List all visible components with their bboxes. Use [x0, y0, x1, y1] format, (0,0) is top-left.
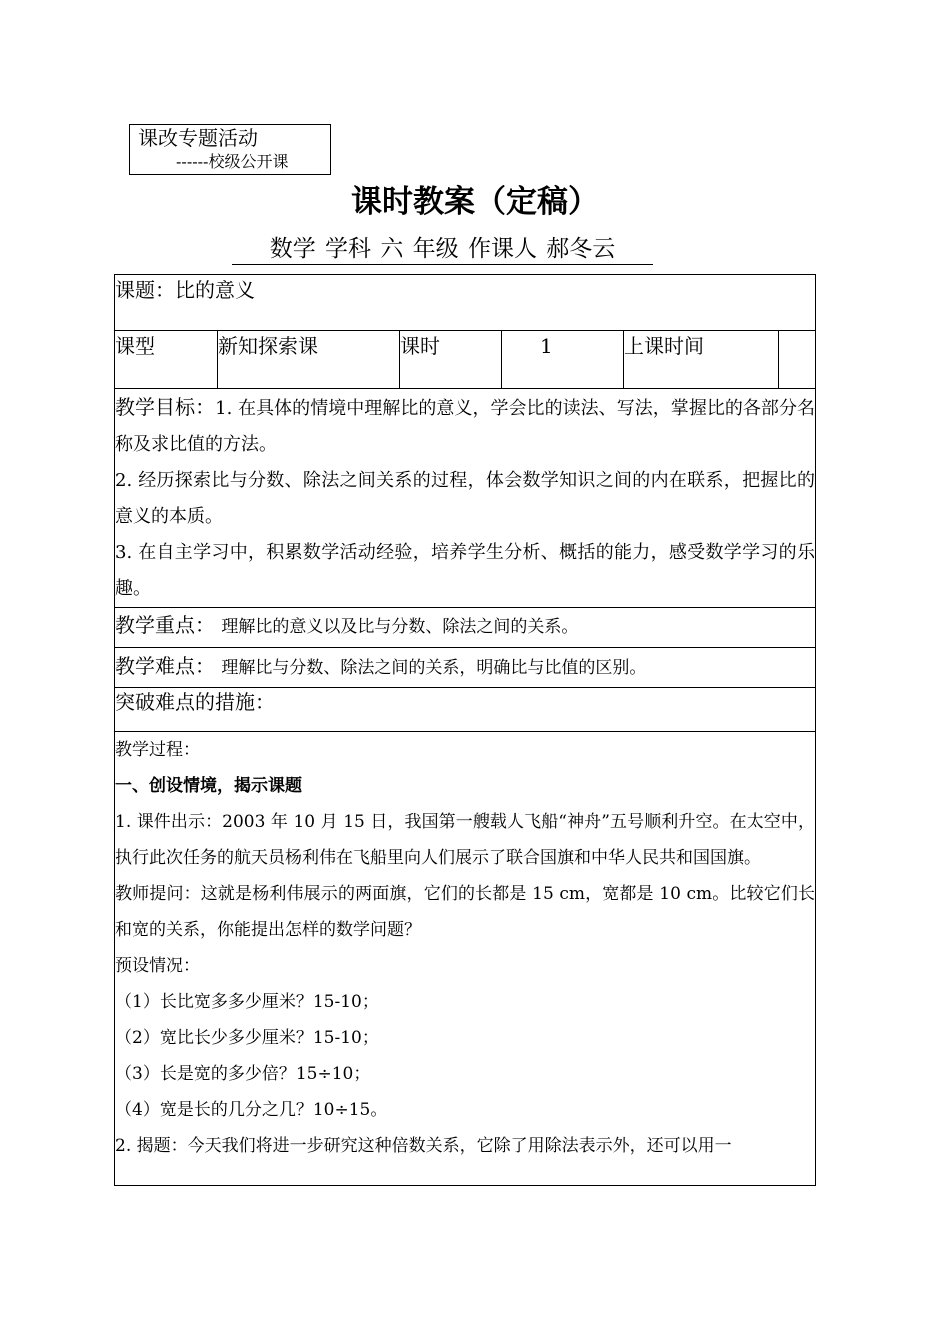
type-value: 新知探索课	[218, 331, 400, 389]
key-point-row	[115, 608, 816, 648]
topic-row	[115, 275, 816, 331]
topic-label: 课题：比的意义	[115, 278, 255, 302]
goals-row	[115, 389, 816, 608]
goal-3: 3. 在自主学习中，积累数学活动经验，培养学生分析、概括的能力，感受数学学习的乐趣。	[115, 542, 815, 599]
question-2: （2）宽比长少多少厘米？15-10；	[115, 1028, 379, 1048]
time-value	[779, 331, 816, 389]
period-value: 1	[502, 331, 624, 389]
question-3: （3）长是宽的多少倍？15÷10；	[115, 1064, 371, 1084]
activity-stamp-box	[129, 124, 331, 175]
measures-row	[115, 688, 816, 732]
key-point-cell	[115, 608, 816, 648]
document-subtitle: 数学 学科 六 年级 作课人 郝冬云	[232, 234, 653, 265]
difficulty-cell	[115, 648, 816, 688]
goals-label: 教学目标：	[115, 395, 216, 419]
period-label: 课时	[400, 331, 502, 389]
stamp-line-2: ------校级公开课	[176, 152, 289, 171]
key-point-label: 教学重点：	[115, 613, 215, 637]
measures-label: 突破难点的措施：	[115, 690, 275, 714]
time-label: 上课时间	[624, 331, 779, 389]
section-1-heading: 一、创设情境，揭示课题	[115, 776, 302, 796]
topic-cell	[115, 275, 816, 331]
goal-1: 1. 在具体的情境中理解比的意义，学会比的读法、写法，掌握比的各部分名称及求比值的方法。	[115, 398, 815, 455]
question-1: （1）长比宽多多少厘米？15-10；	[115, 992, 379, 1012]
key-point-text: 理解比的意义以及比与分数、除法之间的关系。	[221, 617, 579, 637]
process-paragraph-1: 1. 课件出示：2003 年 10 月 15 日，我国第一艘载人飞船“神舟”五号顺利升空。在太空中，执行此次任务的航天员杨利伟在飞船里向人们展示了联合国旗和中华人民共和国国旗。	[115, 812, 815, 868]
lesson-plan-table	[114, 274, 816, 1186]
difficulty-text: 理解比与分数、除法之间的关系，明确比与比值的区别。	[221, 658, 647, 678]
lesson-info-row	[115, 331, 816, 389]
type-label: 课型	[115, 331, 218, 389]
question-4: （4）宽是长的几分之几？10÷15。	[115, 1100, 388, 1120]
process-paragraph-2: 教师提问：这就是杨利伟展示的两面旗，它们的长都是 15 cm，宽都是 10 cm。比较它们长和宽的关系，你能提出怎样的数学问题？	[115, 884, 815, 940]
process-paragraph-4: 2. 揭题：今天我们将进一步研究这种倍数关系，它除了用除法表示外，还可以用一	[115, 1136, 732, 1156]
goals-cell	[115, 389, 816, 608]
document-title: 课时教案（定稿）	[351, 184, 599, 220]
process-paragraph-3: 预设情况：	[115, 956, 200, 976]
goal-2: 2. 经历探索比与分数、除法之间关系的过程，体会数学知识之间的内在联系，把握比的意义的本质。	[115, 470, 815, 527]
measures-cell	[115, 688, 816, 732]
difficulty-label: 教学难点：	[115, 654, 215, 678]
difficulty-row	[115, 648, 816, 688]
process-row	[115, 732, 816, 1186]
process-label: 教学过程：	[115, 740, 200, 760]
process-cell	[115, 732, 816, 1186]
stamp-line-1: 课改专题活动	[138, 126, 258, 150]
